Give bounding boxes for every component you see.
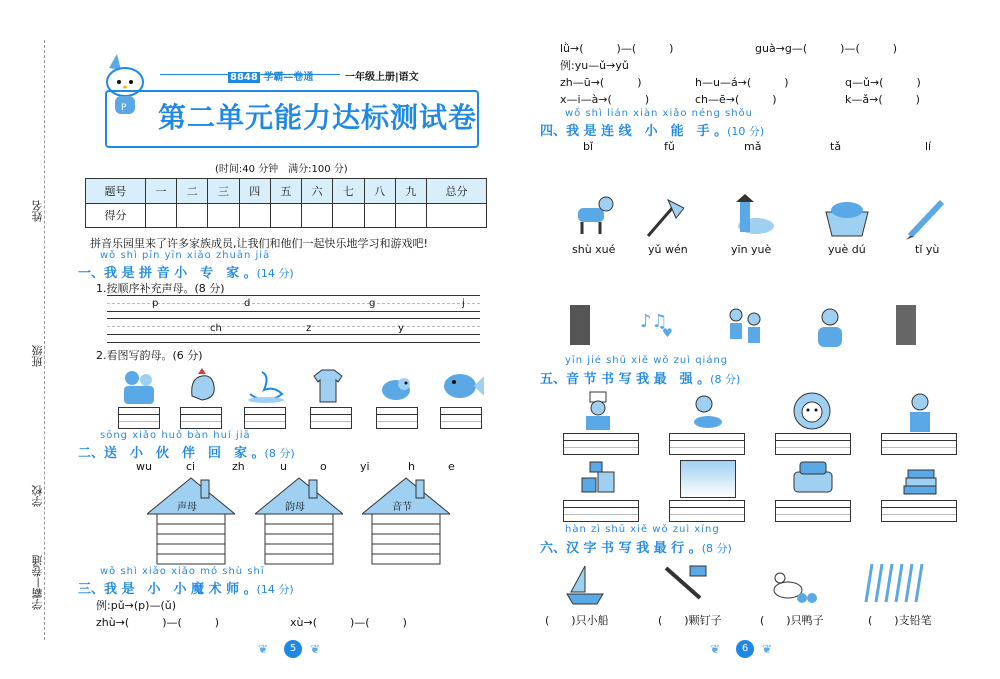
- pagoda-icon[interactable]: [726, 192, 774, 242]
- s2-pinyin: sōng xiǎo huǒ bàn huí jiā: [100, 430, 251, 441]
- house-shengmu[interactable]: [147, 474, 235, 566]
- r4a[interactable]: x—i—à→( ): [560, 93, 650, 106]
- top-pinyin[interactable]: mǎ: [744, 140, 762, 153]
- s3-example: 例:pǔ→(p)—(ǔ): [96, 599, 176, 612]
- letter: h: [408, 460, 415, 473]
- answer-box[interactable]: [775, 500, 851, 522]
- mid-pinyin[interactable]: yīn yuè: [731, 243, 772, 256]
- intro-text: 拼音乐园里来了许多家族成员,让我们和他们一起快乐地学习和游戏吧!: [90, 237, 428, 250]
- subject-label: 语文: [398, 72, 419, 83]
- page-number: 5: [284, 640, 302, 658]
- school-label: 学校: [31, 485, 44, 507]
- math-book-icon[interactable]: [570, 305, 590, 345]
- house-yinjie[interactable]: [362, 474, 450, 566]
- sofa-icon: [790, 458, 836, 502]
- answer-box[interactable]: [563, 500, 639, 522]
- s3-pinyin: wǒ shì xiǎo xiǎo mó shù shī: [100, 566, 265, 577]
- s6-title: 六、汉 字 书 写 我 最 行 。(8 分): [540, 541, 732, 556]
- mid-pinyin[interactable]: shù xué: [572, 243, 616, 256]
- letter: zh: [232, 460, 245, 473]
- score-cell[interactable]: [177, 203, 208, 228]
- sunrise-picture-icon: [680, 460, 736, 498]
- nails-hammer-icon: [660, 562, 710, 610]
- house-label: 韵母: [285, 502, 305, 513]
- page-number: 6: [736, 640, 754, 658]
- book-stack-icon: [900, 460, 940, 504]
- answer-box[interactable]: [180, 407, 222, 429]
- axe-icon[interactable]: [640, 196, 684, 244]
- score-cell[interactable]: [364, 203, 395, 228]
- table-header: 一: [145, 179, 176, 204]
- letter: o: [320, 460, 327, 473]
- s4-pinyin: wǒ shì lián xiàn xiǎo néng shǒu: [565, 108, 754, 119]
- table-header: 总分: [426, 179, 486, 204]
- table-header: 七: [333, 179, 364, 204]
- s6-pinyin: hàn zì shū xiě wǒ zuì xíng: [565, 524, 720, 535]
- s3-line1a[interactable]: zhù→( )—( ): [96, 616, 220, 629]
- mid-pinyin[interactable]: tǐ yù: [915, 243, 940, 256]
- letter: ci: [186, 460, 196, 473]
- swan-icon: [244, 366, 288, 410]
- mid-pinyin[interactable]: yuè dú: [828, 243, 866, 256]
- leaf-icon: ❦: [258, 642, 269, 656]
- music-notes-icon[interactable]: [638, 305, 684, 345]
- page-title: 第二单元能力达标测试卷: [158, 101, 478, 134]
- nurse-icon: [902, 390, 938, 436]
- top-pinyin[interactable]: tǎ: [830, 140, 842, 153]
- grid-letter: y: [398, 323, 404, 334]
- letter: wu: [136, 460, 152, 473]
- reading-girl-icon[interactable]: [808, 305, 852, 353]
- answer-box[interactable]: [440, 407, 482, 429]
- mid-pinyin[interactable]: yǔ wén: [648, 243, 688, 256]
- horse-icon[interactable]: [570, 192, 616, 240]
- answer-box[interactable]: [310, 407, 352, 429]
- s1-q2: 2.看图写韵母。(6 分): [96, 349, 203, 362]
- table-header: 三: [208, 179, 239, 204]
- r3a[interactable]: zh—ū→( ): [560, 76, 642, 89]
- girl-bowl-icon: [686, 390, 726, 434]
- svg-text:♪♫: ♪♫: [640, 311, 668, 332]
- score-cell[interactable]: [239, 203, 270, 228]
- r3c[interactable]: q—ǔ→( ): [845, 76, 921, 89]
- s2-title: 二、送 小 伙 伴 回 家 。(8 分): [78, 446, 295, 461]
- table-header: 二: [177, 179, 208, 204]
- table-header: 八: [364, 179, 395, 204]
- grid-letter: p: [152, 298, 159, 309]
- table-header: 五: [270, 179, 301, 204]
- score-table: [85, 178, 487, 228]
- brand-label: 学霸—卷通: [31, 555, 44, 610]
- leaf-icon: ❦: [762, 642, 773, 656]
- table-row-label: 得分: [86, 203, 146, 228]
- lion-icon: [790, 390, 834, 436]
- r4b[interactable]: ch—ē→( ): [695, 93, 777, 106]
- footer-left: [258, 640, 328, 660]
- measure-item[interactable]: ( )颗钉子: [658, 614, 722, 627]
- letter-row: [136, 460, 466, 474]
- top-pinyin[interactable]: bǐ: [583, 140, 594, 153]
- brand-name: 学霸—卷通: [263, 72, 314, 83]
- s5-title: 五、音 节 书 写 我 最 强 。(8 分): [540, 372, 741, 387]
- shirt-icon: [308, 366, 348, 410]
- s4-title: 四、我 是 连 线 小 能 手 。(10 分): [540, 124, 765, 139]
- grid-letter: d: [244, 298, 251, 309]
- grid-letter: g: [369, 298, 376, 309]
- binding-line: [44, 40, 45, 640]
- grid-letter: j: [462, 298, 465, 309]
- s1-pinyin: wǒ shì pīn yīn xiǎo zhuān jiā: [100, 250, 271, 261]
- house-label: 声母: [177, 502, 197, 513]
- table-header: 六: [302, 179, 333, 204]
- fish-icon: [440, 368, 484, 408]
- s1-q1: 1.按顺序补充声母。(8 分): [96, 282, 225, 295]
- top-pinyin[interactable]: fǔ: [664, 140, 675, 153]
- s1-title: 一、我 是 拼 音 小 专 家 。(14 分): [78, 266, 294, 281]
- grade-label: 一年级上册: [345, 72, 395, 83]
- measure-item[interactable]: ( )只小船: [545, 614, 609, 627]
- answer-box[interactable]: [881, 433, 957, 455]
- answer-box[interactable]: [376, 407, 418, 429]
- building-blocks-icon: [580, 458, 620, 502]
- rooster-icon: [182, 366, 222, 410]
- s5-pinyin: yīn jié shū xiě wǒ zuì qiáng: [565, 355, 729, 366]
- score-cell[interactable]: [426, 203, 486, 228]
- answer-box[interactable]: [669, 433, 745, 455]
- answer-box[interactable]: [118, 407, 160, 429]
- svg-text:♥: ♥: [662, 326, 673, 340]
- letter: u: [280, 460, 287, 473]
- r4c[interactable]: k—ǎ→( ): [845, 93, 920, 106]
- r2-example: 例:yu—ǔ→yǔ: [560, 59, 629, 72]
- chef-icon: [578, 390, 618, 434]
- family-picture-icon: [118, 366, 158, 410]
- class-label: 班级: [31, 345, 44, 367]
- footer-right: [710, 640, 780, 660]
- pencils-icon: [862, 560, 924, 610]
- score-cell[interactable]: [302, 203, 333, 228]
- basket-icon[interactable]: [822, 194, 872, 242]
- letter: e: [448, 460, 455, 473]
- score-cell[interactable]: [395, 203, 426, 228]
- top-pinyin[interactable]: lí: [925, 140, 932, 153]
- answer-box[interactable]: [669, 500, 745, 522]
- logo-badge: 8848: [230, 72, 258, 83]
- pencil-icon[interactable]: [904, 196, 948, 244]
- exam-info: (时间:40 分钟 满分:100 分): [215, 164, 348, 175]
- r1a[interactable]: lǜ→( )—( ): [560, 42, 674, 55]
- pinyin-grid: [107, 295, 480, 343]
- house-label: 音节: [392, 502, 412, 513]
- s3-line1b[interactable]: xù→( )—( ): [290, 616, 407, 629]
- boat-icon: [565, 562, 605, 610]
- table-header: 题号: [86, 179, 146, 204]
- bird-icon: [376, 370, 416, 408]
- name-label: 姓名: [31, 200, 44, 222]
- score-cell[interactable]: [145, 203, 176, 228]
- leaf-icon: ❦: [310, 642, 321, 656]
- table-header: 四: [239, 179, 270, 204]
- r1b[interactable]: guà→g—( )—( ): [755, 42, 898, 55]
- score-cell[interactable]: [208, 203, 239, 228]
- ducks-icon: [768, 562, 818, 610]
- score-cell[interactable]: [270, 203, 301, 228]
- grid-letter: z: [306, 323, 312, 334]
- measure-item[interactable]: ( )只鸭子: [760, 614, 824, 627]
- house-yunmu[interactable]: [255, 474, 343, 566]
- answer-box[interactable]: [244, 407, 286, 429]
- answer-box[interactable]: [775, 433, 851, 455]
- measure-item[interactable]: ( )支铅笔: [868, 614, 932, 627]
- s3-title: 三、我 是 小 小 魔 术 师 。(14 分): [78, 582, 294, 597]
- letter: yi: [360, 460, 370, 473]
- svg-text:P: P: [121, 103, 127, 113]
- answer-box[interactable]: [881, 500, 957, 522]
- table-header: 九: [395, 179, 426, 204]
- grid-letter: ch: [210, 323, 222, 334]
- score-cell[interactable]: [333, 203, 364, 228]
- kids-sports-icon[interactable]: [724, 305, 768, 351]
- chinese-book-icon[interactable]: [896, 305, 916, 345]
- answer-box[interactable]: [563, 433, 639, 455]
- leaf-icon: ❦: [710, 642, 721, 656]
- r3b[interactable]: h—u—á→( ): [695, 76, 789, 89]
